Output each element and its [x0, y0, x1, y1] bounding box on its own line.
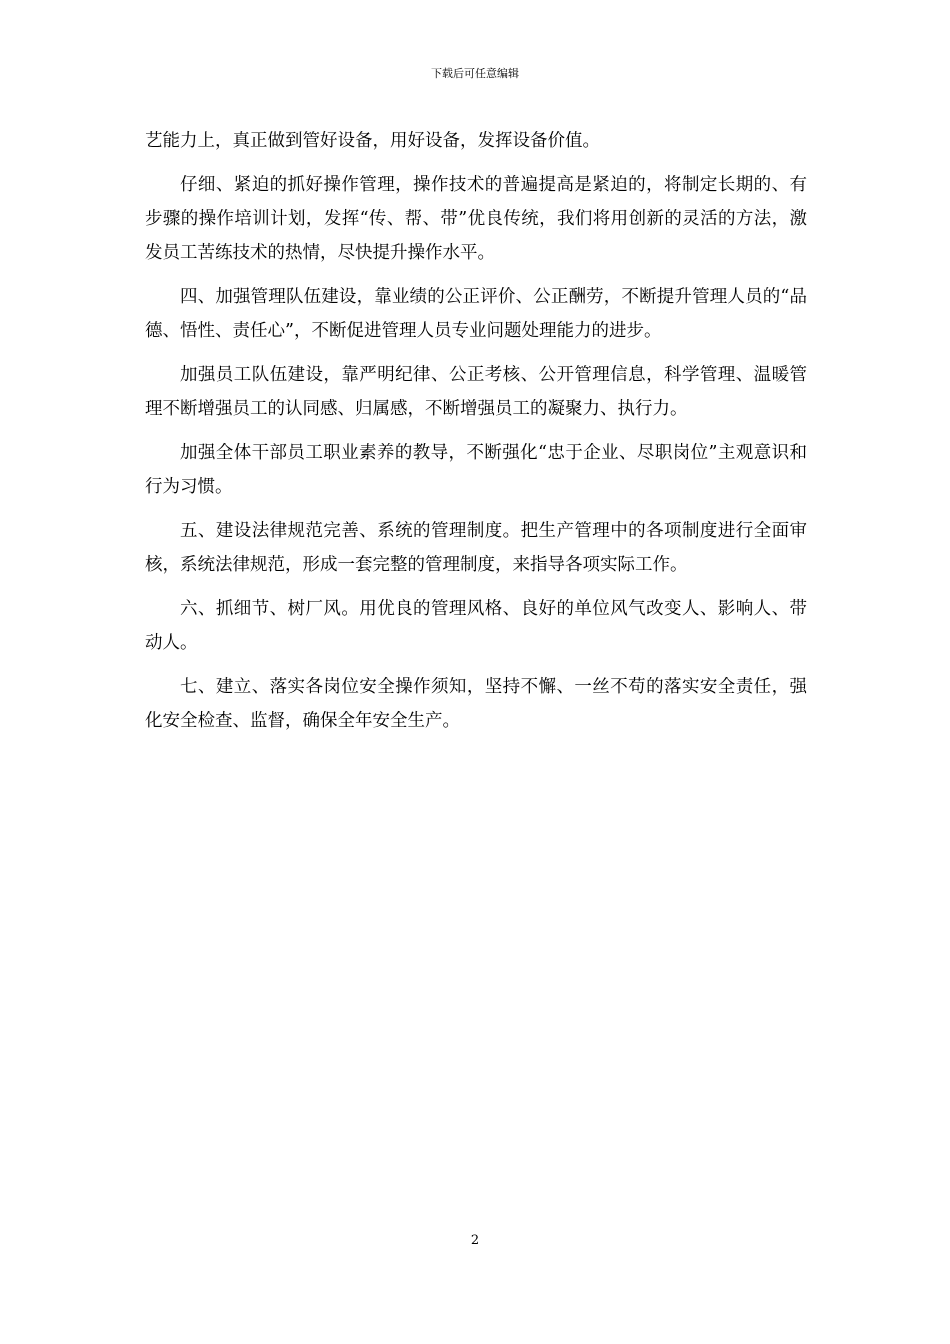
paragraph-4: 加强员工队伍建设，靠严明纪律、公正考核、公开管理信息，科学管理、温暖管理不断增强员工的认同感、归属感，不断增强员工的凝聚力、执行力。 — [145, 365, 807, 419]
paragraph-2: 仔细、紧迫的抓好操作管理，操作技术的普遍提高是紧迫的，将制定长期的、有步骤的操作培训计划，发挥“传、帮、带”优良传统，我们将用创新的灵活的方法，激发员工苦练技术的热情，尽快提升操作水平。 — [145, 175, 807, 263]
paragraph-5: 加强全体干部员工职业素养的教导，不断强化“忠于企业、尽职岗位”主观意识和行为习惯。 — [145, 443, 807, 497]
paragraph-1: 艺能力上，真正做到管好设备，用好设备，发挥设备价值。 — [145, 131, 600, 151]
document-body — [145, 124, 807, 748]
page-header: 下载后可任意编辑 — [431, 67, 519, 80]
paragraph-3: 四、加强管理队伍建设，靠业绩的公正评价、公正酬劳，不断提升管理人员的“品德、悟性、责任心”，不断促进管理人员专业问题处理能力的进步。 — [145, 287, 807, 341]
paragraph-6: 五、建设法律规范完善、系统的管理制度。把生产管理中的各项制度进行全面审核，系统法律规范，形成一套完整的管理制度，来指导各项实际工作。 — [145, 521, 807, 575]
page-number: 2 — [470, 1233, 480, 1248]
paragraph-7: 六、抓细节、树厂风。用优良的管理风格、良好的单位风气改变人、影响人、带动人。 — [145, 599, 807, 653]
paragraph-8: 七、建立、落实各岗位安全操作须知，坚持不懈、一丝不苟的落实安全责任，强化安全检查、监督，确保全年安全生产。 — [145, 677, 807, 731]
